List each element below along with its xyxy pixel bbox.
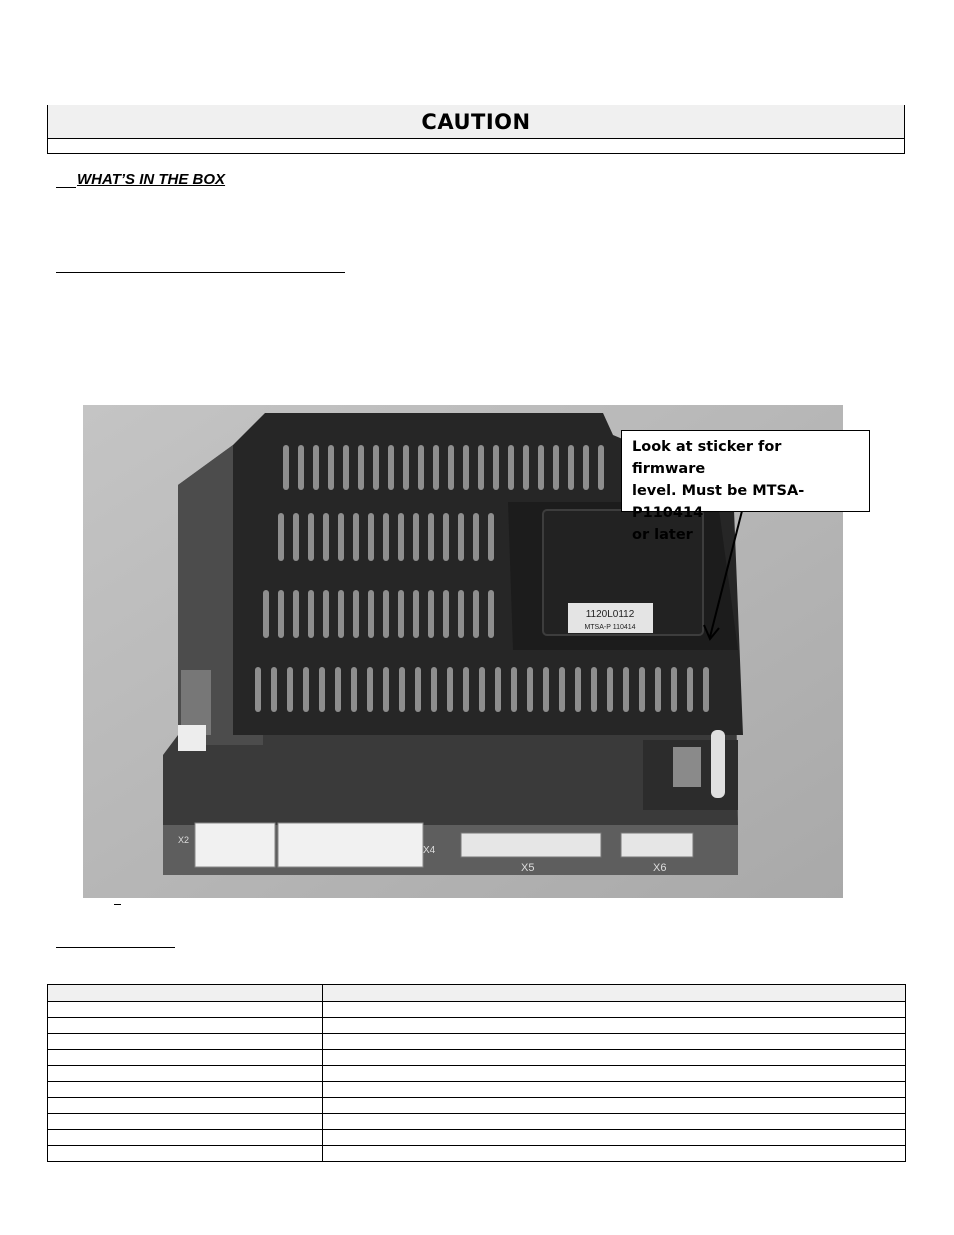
table-cell (323, 1066, 906, 1082)
label-x2: X2 (178, 835, 190, 845)
blank-underline-1 (56, 272, 345, 273)
table-cell (323, 1050, 906, 1066)
table-header-cell (48, 985, 323, 1002)
connector-x5 (461, 833, 601, 857)
section-heading-text: WHAT’S IN THE BOX (77, 171, 226, 188)
connector-x2 (195, 823, 275, 867)
table-header-cell (323, 985, 906, 1002)
callout-line-3: or later (632, 527, 693, 543)
table-cell (48, 1114, 323, 1130)
label-x5: X5 (521, 862, 535, 874)
label-x6: X6 (653, 862, 667, 874)
blank-underline-2 (56, 947, 175, 948)
table-row (48, 1146, 906, 1162)
caution-header (48, 105, 904, 139)
caution-title: CAUTION (421, 109, 531, 134)
table-row (48, 1050, 906, 1066)
callout-line-2: level. Must be MTSA-P110414 (632, 483, 805, 521)
table-cell (48, 1066, 323, 1082)
table-header-row (48, 985, 906, 1002)
table-cell (323, 1114, 906, 1130)
table-cell (48, 1034, 323, 1050)
table-row (48, 1066, 906, 1082)
table-row (48, 1034, 906, 1050)
table-cell (48, 1130, 323, 1146)
fuse (711, 730, 725, 798)
table-cell (48, 1050, 323, 1066)
table-row (48, 1082, 906, 1098)
callout-line-1: Look at sticker for firmware (632, 439, 782, 477)
section-heading (56, 171, 225, 188)
heading-underline-lead (56, 173, 76, 188)
caution-box (47, 105, 905, 154)
table-row (48, 1002, 906, 1018)
table-cell (323, 1146, 906, 1162)
table-cell (48, 1018, 323, 1034)
table-cell (48, 1098, 323, 1114)
table-cell (323, 1002, 906, 1018)
caption-mark (114, 904, 121, 905)
table-row (48, 1114, 906, 1130)
table-cell (323, 1082, 906, 1098)
table-cell (323, 1098, 906, 1114)
table-row (48, 1098, 906, 1114)
table-cell (323, 1130, 906, 1146)
table-row (48, 1018, 906, 1034)
spec-table (47, 984, 906, 1162)
sticker-line-1: 1120L0112 (585, 609, 635, 620)
sticker-line-2: MTSA-P 110414 (584, 624, 636, 631)
firmware-callout (621, 430, 870, 543)
label-x4: X4 (423, 845, 436, 856)
table-cell (323, 1034, 906, 1050)
small-connector (178, 725, 206, 751)
table-row (48, 1130, 906, 1146)
table-cell (48, 1146, 323, 1162)
table-cell (323, 1018, 906, 1034)
table-cell (48, 1002, 323, 1018)
connector-x3 (278, 823, 423, 867)
table-cell (48, 1082, 323, 1098)
connector-x6 (621, 833, 693, 857)
